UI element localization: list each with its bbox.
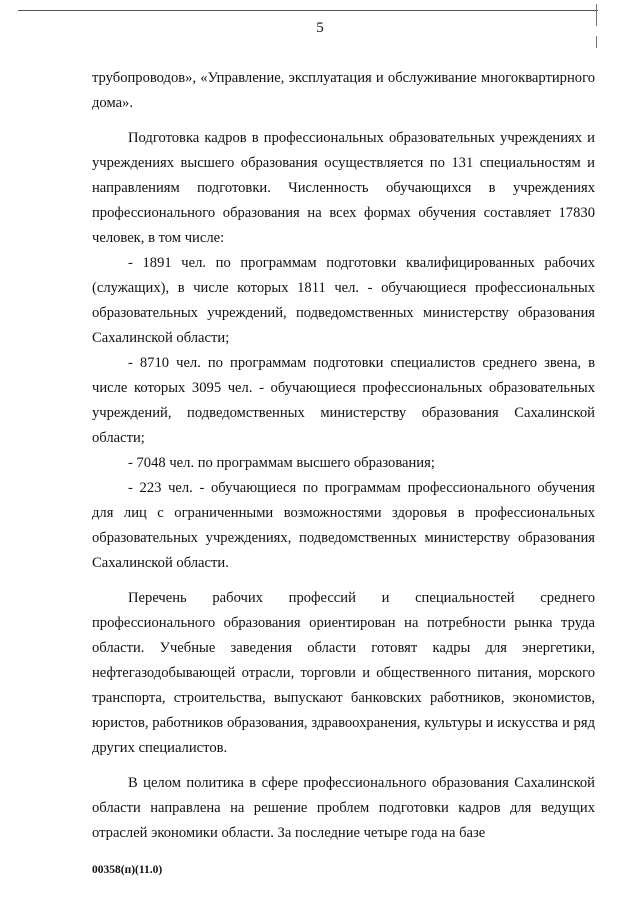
edge-mark-bottom [596,36,597,48]
list-item-1891: - 1891 чел. по программам подготовки квалифицированных рабочих (служащих), в числе которых 1811 чел. - обучающиеся профессиональных образовательных учреждений, подведомственных министерству образования Сахалинской области; [92,255,595,346]
list-item-8710: - 8710 чел. по программам подготовки специалистов среднего звена, в числе которых 3095 чел. - обучающиеся профессиональных образовательных учреждений, подведомственных министерству образования Сахалинской области; [92,355,595,446]
paragraph-2: Подготовка кадров в профессиональных образовательных учреждениях и учреждениях высшего образования осуществляется по 131 специальностям и направлениям подготовки. Численность обучающихся в учреждениях профессионального образования на всех формах обучения составляет 17830 человек, в том числе: [92,130,595,246]
top-scan-rule [18,10,598,11]
document-code: 00358(п)(11.0) [92,864,163,876]
page-number: 5 [316,20,324,36]
paragraph-professions: Перечень рабочих профессий и специальностей среднего профессионального образования ориентирован на потребности рынка труда области. Учебные заведения области готовят кадры для энергетики, нефтегазодобывающей отрасли, торговли и общественного питания, морского транспорта, строительства, выпускают банковских работников, экономистов, юристов, работников образования, здравоохранения, культуры и искусства и ряд других специалистов. [92,590,595,756]
list-item-7048: - 7048 чел. по программам высшего образования; [128,455,435,471]
paragraph-policy: В целом политика в сфере профессионального образования Сахалинской области направлена на решение проблем подготовки кадров для ведущих отраслей экономики области. За последние четыре года на базе [92,775,595,841]
list-item-223: - 223 чел. - обучающиеся по программам профессионального обучения для лиц с ограниченными возможностями здоровья в профессиональных образовательных учреждениях, подведомственных министерству образования Сахалинской области. [92,480,595,571]
document-body [92,66,595,846]
paragraph-1: трубопроводов», «Управление, эксплуатация и обслуживание многоквартирного дома». [92,70,595,111]
